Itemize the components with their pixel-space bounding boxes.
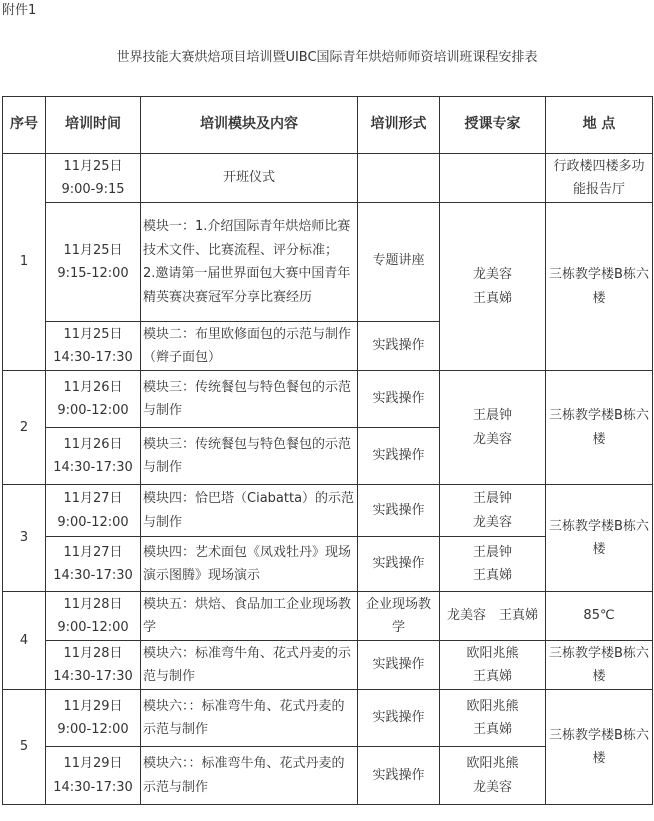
time-text: 9:15-12:00 [57, 266, 129, 281]
header-time: 培训时间 [46, 97, 141, 154]
date-text: 11月25日 [63, 242, 123, 258]
module-cell: 模块三：传统餐包与特色餐包的示范与制作 [141, 428, 358, 485]
date-text: 11月28日 [63, 645, 123, 661]
expert-name: 王晨钟 [472, 408, 512, 423]
time-cell [46, 371, 141, 428]
expert-cell [440, 537, 546, 592]
module-cell: 模块六：标准弯牛角、花式丹麦的示范与制作 [141, 641, 358, 690]
expert-cell [440, 690, 546, 747]
date-text: 11月28日 [63, 596, 123, 612]
time-text: 14:30-17:30 [53, 669, 133, 684]
format-cell: 实践操作 [358, 371, 440, 428]
time-cell [46, 690, 141, 747]
expert-name: 王真娣 [472, 722, 512, 737]
attachment-label: 附件1 [2, 3, 37, 18]
time-text: 9:00-12:00 [57, 403, 129, 418]
format-cell: 实践操作 [358, 428, 440, 485]
time-cell [46, 747, 141, 805]
expert-cell [440, 641, 546, 690]
location-cell: 三栋教学楼B栋六楼 [546, 690, 653, 805]
location-cell: 三栋教学楼B栋六楼 [546, 371, 653, 485]
expert-cell [440, 485, 546, 537]
module-cell: 模块六：：标准弯牛角、花式丹麦的示范与制作 [141, 747, 358, 805]
module-cell: 模块六：：标准弯牛角、花式丹麦的示范与制作 [141, 690, 358, 747]
module-cell: 模块一：1.介绍国际青年烘焙师比赛技术文件、比赛流程、评分标准； 2.邀请第一届世界面包大赛中国青年精英赛决赛冠军分享比赛经历 [141, 203, 358, 322]
format-cell: 企业现场教学 [358, 592, 440, 641]
time-text: 14:30-17:30 [53, 779, 133, 795]
module-cell: 模块五：烘焙、食品加工企业现场教学 [141, 592, 358, 641]
date-text: 11月26日 [63, 379, 123, 395]
table-row [3, 154, 653, 203]
table-row [3, 592, 653, 641]
expert-cell: 龙美容 王真娣 [440, 592, 546, 641]
location-cell: 85℃ [546, 592, 653, 641]
expert-cell [440, 747, 546, 805]
time-cell [46, 592, 141, 641]
header-format: 培训形式 [358, 97, 440, 154]
expert-name: 王晨钟 [472, 544, 512, 560]
seq-cell: 3 [3, 485, 46, 592]
time-cell [46, 154, 141, 203]
time-cell [46, 641, 141, 690]
format-cell: 实践操作 [358, 690, 440, 747]
module-cell: 模块三：传统餐包与特色餐包的示范与制作 [141, 371, 358, 428]
location-cell: 三栋教学楼B栋六楼 [546, 203, 653, 371]
module-cell: 模块二：布里欧修面包的示范与制作（辫子面包） [141, 322, 358, 371]
time-cell [46, 322, 141, 371]
date-text: 11月25日 [63, 326, 123, 342]
table-row [3, 690, 653, 747]
time-text: 14:30-17:30 [53, 460, 133, 475]
seq-cell: 4 [3, 592, 46, 690]
format-cell: 实践操作 [358, 641, 440, 690]
table-row [3, 371, 653, 428]
header-seq: 序号 [3, 97, 46, 154]
date-text: 11月29日 [63, 698, 123, 714]
time-cell [46, 203, 141, 322]
expert-name: 王真娣 [472, 669, 512, 684]
time-cell [46, 537, 141, 592]
date-text: 11月27日 [63, 491, 123, 506]
document-title: 世界技能大赛烘焙项目培训暨UIBC国际青年烘焙师师资培训班课程安排表 [116, 50, 538, 65]
format-cell: 实践操作 [358, 322, 440, 371]
expert-name: 龙美容 [472, 267, 512, 282]
time-text: 14:30-17:30 [53, 350, 133, 365]
expert-name: 王晨钟 [472, 491, 512, 506]
format-cell: 实践操作 [358, 537, 440, 592]
seq-cell: 2 [3, 371, 46, 485]
location-cell: 行政楼四楼多功能报告厅 [546, 154, 653, 203]
location-cell: 三栋教学楼B栋六楼 [546, 641, 653, 690]
date-text: 11月25日 [63, 158, 123, 174]
time-text: 9:00-9:15 [61, 182, 125, 197]
format-cell [358, 154, 440, 203]
header-location: 地 点 [546, 97, 653, 154]
module-cell: 模块四：恰巴塔（Ciabatta）的示范与制作 [141, 485, 358, 537]
table-row [3, 485, 653, 537]
expert-name: 龙美容 [472, 431, 512, 447]
expert-name: 王真娣 [472, 568, 512, 583]
time-text: 14:30-17:30 [53, 568, 133, 583]
table-row [3, 203, 653, 322]
location-cell: 三栋教学楼B栋六楼 [546, 485, 653, 592]
expert-name: 王真娣 [472, 290, 512, 306]
time-text: 9:00-12:00 [57, 620, 129, 635]
date-text: 11月29日 [63, 756, 123, 771]
module-cell: 开班仪式 [141, 154, 358, 203]
expert-name: 龙美容 [472, 514, 512, 530]
expert-name: 龙美容 [472, 779, 512, 795]
time-cell [46, 485, 141, 537]
expert-cell [440, 154, 546, 203]
format-cell: 专题讲座 [358, 203, 440, 322]
table-row [3, 641, 653, 690]
time-text: 9:00-12:00 [57, 514, 129, 530]
date-text: 11月26日 [63, 436, 123, 452]
schedule-table [2, 96, 653, 805]
expert-cell [440, 203, 546, 371]
header-row [3, 97, 653, 154]
header-module: 培训模块及内容 [141, 97, 358, 154]
expert-name: 欧阳兆熊 [466, 756, 519, 771]
expert-cell [440, 371, 546, 485]
expert-name: 欧阳兆熊 [466, 698, 519, 714]
seq-cell: 1 [3, 154, 46, 371]
format-cell: 实践操作 [358, 747, 440, 805]
seq-cell: 5 [3, 690, 46, 805]
format-cell: 实践操作 [358, 485, 440, 537]
date-text: 11月27日 [63, 544, 123, 560]
time-cell [46, 428, 141, 485]
time-text: 9:00-12:00 [57, 722, 129, 737]
header-expert: 授课专家 [440, 97, 546, 154]
module-cell: 模块四：艺术面包《凤戏牡丹》现场演示图腾》现场演示 [141, 537, 358, 592]
expert-name: 欧阳兆熊 [466, 645, 519, 661]
